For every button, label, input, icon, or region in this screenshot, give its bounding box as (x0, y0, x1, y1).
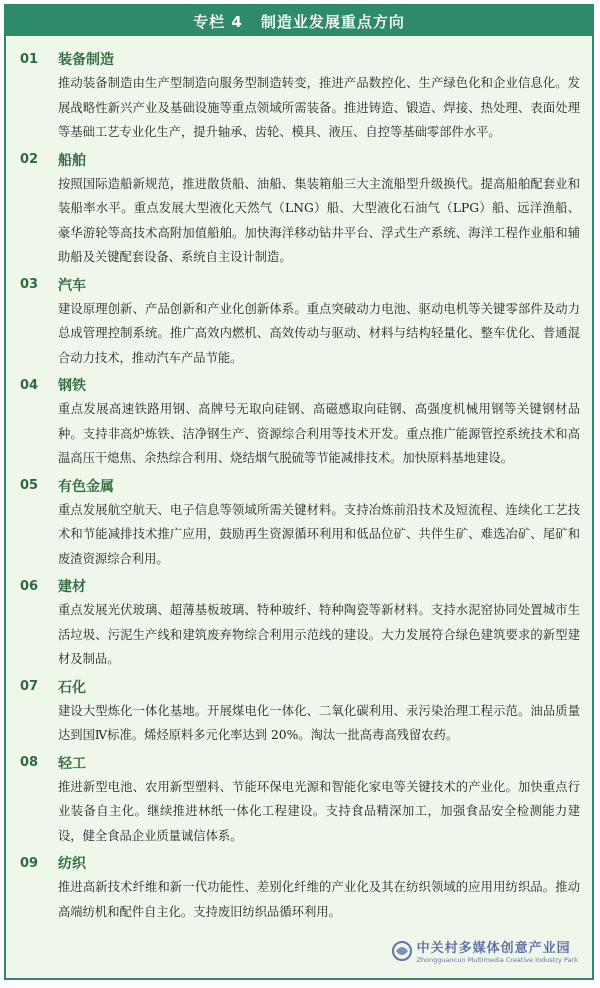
park-logo-icon (391, 940, 413, 962)
section-text: 推进高新技术纤维和新一代功能性、差别化纤维的产业化及其在纺织领域的应用用纺织品。推动高端纺机和配件自主化。支持废旧纺织品循环利用。 (58, 880, 580, 919)
section-automobile (20, 273, 580, 371)
section-steel (20, 373, 580, 471)
section-title: 石化 (58, 679, 86, 696)
watermark-english: Zhongguancun Multimedia Creative Industry Park (416, 956, 578, 964)
watermark (387, 935, 582, 966)
column-title: 制造业发展重点方向 (260, 12, 405, 31)
section-number: 02 (20, 152, 39, 167)
section-number: 09 (20, 855, 39, 871)
section-text: 推动装备制造由生产型制造向服务型制造转变，推进产品数控化、生产绿色化和企业信息化。发展战略性新兴产业及基础设施等重点领域所需装备。推进铸造、锻造、焊接、热处理、表面处理等基础工艺专业化生产，提升轴承、齿轮、模具、液压、自控等基础零部件水平。 (58, 76, 580, 139)
section-building-materials (20, 574, 580, 672)
column-header (6, 6, 592, 36)
section-title: 纺织 (58, 856, 86, 872)
column-panel (4, 4, 594, 980)
section-number: 06 (20, 578, 39, 594)
section-text: 重点发展光伏玻璃、超薄基板玻璃、特种玻纤、特种陶瓷等新材料。支持水泥窑协同处置城市生活垃圾、污泥生产线和建筑废弃物综合利用示范线的建设。大力发展符合绿色建筑要求的新型建材及制品。 (58, 603, 580, 666)
section-textile (20, 851, 580, 924)
section-title: 轻工 (58, 755, 86, 772)
section-text: 按照国际造船新规范，推进散货船、油船、集装箱船三大主流船型升级换代。提高船舶配套业和装船率水平。重点发展大型液化天然气（LNG）船、大型液化石油气（LPG）船、远洋渔船、豪华游轮等高技术高附加值船舶。加快海洋移动钻井平台、浮式生产系统、海洋工程作业船和辅助船及关键配套设备、系统自主设计制造。 (58, 176, 580, 264)
section-number: 01 (20, 51, 39, 67)
watermark-chinese: 中关村多媒体创意产业园 (416, 941, 571, 956)
section-text: 重点发展高速铁路用钢、高牌号无取向硅钢、高磁感取向硅钢、高强度机械用钢等关键钢材品种。支持非高炉炼铁、洁净钢生产、资源综合利用等技术开发。重点推广能源管控系统技术和高温高压干熄焦、余热综合利用、烧结烟气脱硫等节能减排技术。加快原料基地建设。 (58, 402, 580, 465)
section-title: 船舶 (58, 152, 86, 169)
section-shipbuilding (20, 148, 580, 270)
section-number: 03 (20, 277, 39, 292)
section-text: 建设原理创新、产品创新和产业化创新体系。重点突破动力电池、驱动电机等关键零部件及动力总成管理控制系统。推广高效内燃机、高效传动与驱动、材料与结构轻量化、整车优化、普通混合动力技术，推动汽车产品节能。 (58, 301, 580, 365)
section-text: 建设大型炼化一体化基地。开展煤电化一体化、二氧化碳利用、汞污染治理工程示范。油品质量达到国Ⅳ标准。烯烃原料多元化率达到 20%。淘汰一批高毒高残留农药。 (58, 703, 580, 742)
sections-list (6, 36, 592, 924)
section-number: 08 (20, 755, 39, 770)
section-text: 推进新型电池、农用新型塑料、节能环保电光源和智能化家电等关键技术的产业化。加快重点行业装备自主化。继续推进林纸一体化工程建设。支持食品精深加工，加强食品安全检测能力建设，健全食品企业质量诚信体系。 (58, 779, 580, 843)
section-title: 汽车 (58, 277, 86, 294)
column-label: 专栏 4 (193, 12, 243, 31)
section-petrochemical (20, 675, 580, 748)
section-title: 钢铁 (58, 378, 86, 394)
section-title: 装备制造 (58, 52, 114, 68)
section-title: 建材 (58, 579, 86, 595)
section-number: 05 (20, 478, 39, 493)
section-nonferrous-metals (20, 474, 580, 572)
section-number: 07 (20, 679, 39, 694)
section-text: 重点发展航空航天、电子信息等领域所需关键材料。支持冶炼前沿技术及短流程、连续化工艺技术和节能减排技术推广应用，鼓励再生资源循环利用和低品位矿、共伴生矿、难选冶矿、尾矿和废渣资源综合利用。 (58, 502, 580, 566)
section-equipment (20, 47, 580, 145)
section-number: 04 (20, 377, 39, 393)
section-light-industry (20, 751, 580, 849)
section-title: 有色金属 (58, 478, 114, 495)
